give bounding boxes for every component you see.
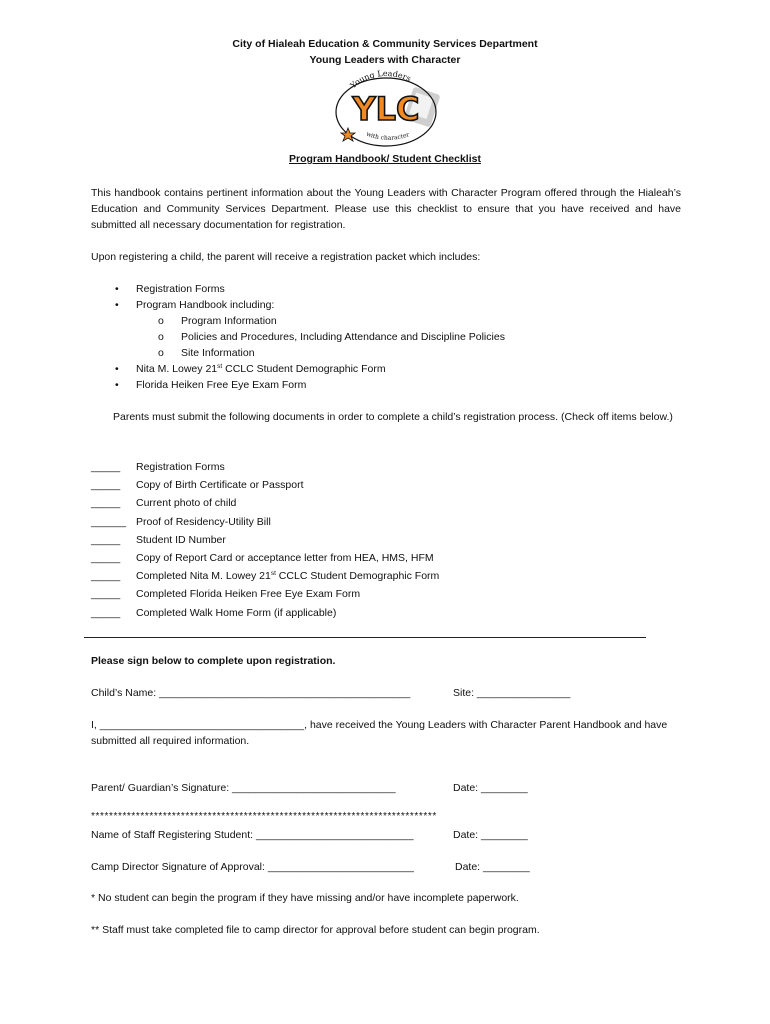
logo-bottom-text: with character xyxy=(364,130,411,142)
logo-initials: YLC xyxy=(352,90,420,128)
star-divider: ***************************************************************************** xyxy=(91,811,437,822)
check-blank[interactable]: _____ xyxy=(91,461,121,473)
check-blank[interactable]: _____ xyxy=(91,497,121,510)
checklist-label: Current photo of child xyxy=(136,497,237,510)
staff-name-field[interactable]: Name of Staff Registering Student: ___________________________ xyxy=(91,829,414,841)
checklist-label: Completed Walk Home Form (if applicable) xyxy=(136,606,337,619)
sub-list-item: o Site Information xyxy=(113,345,505,361)
list-item: • Registration Forms xyxy=(113,281,505,297)
guardian-signature-field[interactable]: Parent/ Guardian’s Signature: ____________________________ xyxy=(91,782,396,794)
list-item: • Program Handbook including: xyxy=(113,297,505,313)
logo-arc-text: Young Leaders xyxy=(348,70,413,91)
check-blank[interactable]: _____ xyxy=(91,533,121,546)
list-item: • Nita M. Lowey 21st CCLC Student Demographic Form xyxy=(113,361,505,377)
intro-paragraph: This handbook contains pertinent information about the Young Leaders with Character Program offered through the Hialeah’s Education and Community Services Department. Please use this checklist to ensure that you have received and have submitted all necessary documentation for registration. xyxy=(91,187,681,231)
program-heading: Young Leaders with Character xyxy=(309,54,461,66)
registration-intro: Upon registering a child, the parent will receive a registration packet which includes: xyxy=(91,251,481,263)
acknowledgement-line[interactable]: I, ___________________________________, have received the Young Leaders with Character Parent Handbook and have xyxy=(91,719,668,731)
check-blank[interactable]: _____ xyxy=(91,588,121,601)
child-name-field[interactable]: Child’s Name: ___________________________________________ xyxy=(91,687,411,699)
check-blank[interactable]: ______ xyxy=(91,515,127,528)
packet-contents-list xyxy=(113,281,505,393)
checklist-label: Completed Florida Heiken Free Eye Exam Form xyxy=(136,588,361,601)
staff-date-field[interactable]: Date: ________ xyxy=(453,829,528,841)
department-heading: City of Hialeah Education & Community Services Department xyxy=(232,38,538,50)
document-title: Program Handbook/ Student Checklist xyxy=(289,153,481,165)
checklist-label: Copy of Report Card or acceptance letter from HEA, HMS, HFM xyxy=(136,551,434,564)
check-blank[interactable]: _____ xyxy=(91,606,121,619)
checklist-label: Student ID Number xyxy=(136,533,226,546)
list-item: • Florida Heiken Free Eye Exam Form xyxy=(113,377,505,393)
ylc-logo xyxy=(330,70,442,148)
checklist-label: Proof of Residency-Utility Bill xyxy=(136,515,271,528)
checklist-label: Registration Forms xyxy=(136,461,225,473)
submission-instructions: Parents must submit the following documents in order to complete a child’s registration process. (Check off items below.) xyxy=(113,411,673,423)
check-blank[interactable]: _____ xyxy=(91,551,121,564)
section-divider xyxy=(84,637,646,638)
note-director-approval: ** Staff must take completed file to camp director for approval before student can begin program. xyxy=(91,924,540,936)
note-missing-paperwork: * No student can begin the program if they have missing and/or have incomplete paperwork. xyxy=(91,892,519,904)
check-blank[interactable]: _____ xyxy=(91,479,121,492)
director-date-field[interactable]: Date: ________ xyxy=(455,861,530,873)
sub-list-item: o Policies and Procedures, Including Attendance and Discipline Policies xyxy=(113,329,505,345)
checklist-label: Copy of Birth Certificate or Passport xyxy=(136,479,304,492)
check-blank[interactable]: _____ xyxy=(91,570,121,583)
signature-section-heading: Please sign below to complete upon registration. xyxy=(91,655,336,667)
director-signature-field[interactable]: Camp Director Signature of Approval: _________________________ xyxy=(91,861,414,873)
checklist-label: Completed Nita M. Lowey 21st CCLC Student Demographic Form xyxy=(136,570,440,583)
guardian-date-field[interactable]: Date: ________ xyxy=(453,782,528,794)
site-field[interactable]: Site: ________________ xyxy=(453,687,571,699)
sub-list-item: o Program Information xyxy=(113,313,505,329)
acknowledgement-line-2: submitted all required information. xyxy=(91,735,250,747)
